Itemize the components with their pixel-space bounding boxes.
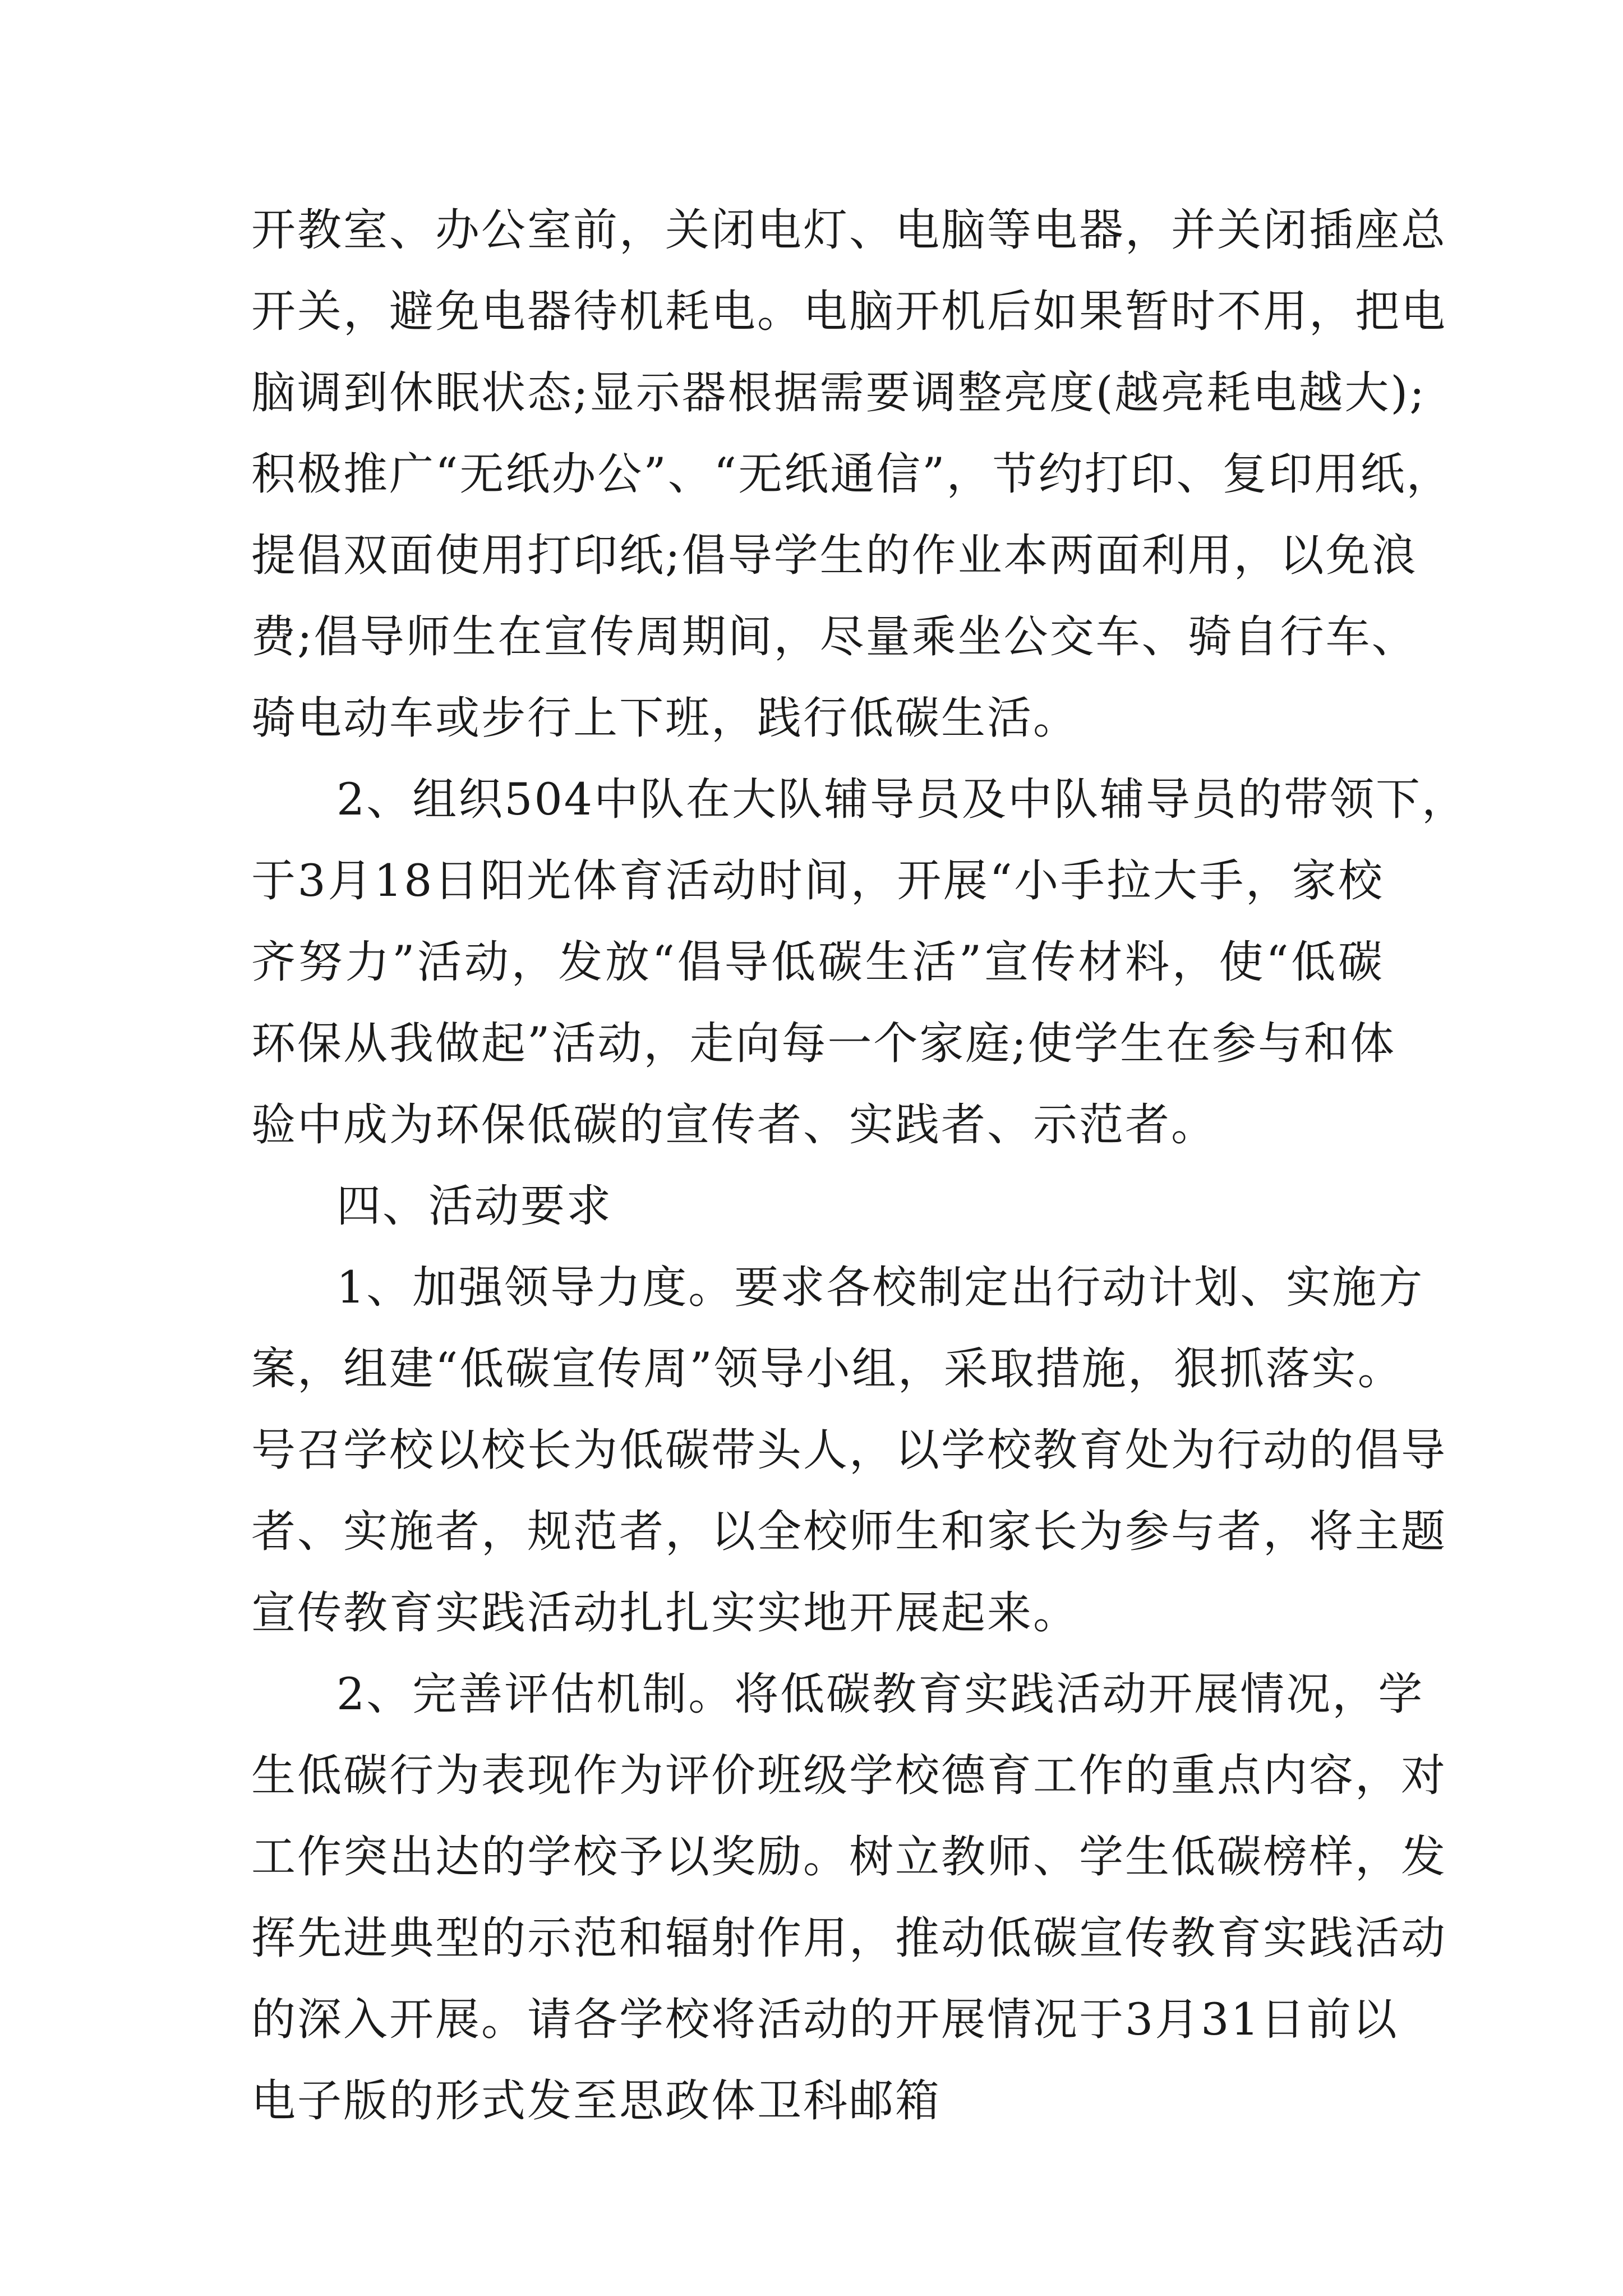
text-line: 2、组织504中队在大队辅导员及中队辅导员的带领下， [336, 774, 1468, 825]
text-line: 案，组建“低碳宣传周”领导小组，采取措施，狠抓落实。 [251, 1343, 1404, 1395]
text-line: 开教室、办公室前，关闭电灯、电脑等电器，并关闭插座总 [251, 204, 1447, 256]
text-line: 电子版的形式发至思政体卫科邮箱 [251, 2075, 941, 2127]
text-line: 积极推广“无纸办公”、“无纸通信”，节约打印、复印用纸， [251, 448, 1453, 500]
section-heading: 四、活动要求 [336, 1180, 612, 1232]
text-line: 1、加强领导力度。要求各校制定出行动计划、实施方 [336, 1262, 1424, 1313]
text-line: 生低碳行为表现作为评价班级学校德育工作的重点内容，对 [251, 1750, 1447, 1801]
text-line: 宣传教育实践活动扎扎实实地开展起来。 [251, 1587, 1079, 1639]
text-line: 工作突出达的学校予以奖励。树立教师、学生低碳榜样，发 [251, 1831, 1447, 1883]
text-line: 费;倡导师生在宣传周期间，尽量乘坐公交车、骑自行车、 [251, 611, 1418, 662]
text-line: 号召学校以校长为低碳带头人，以学校教育处为行动的倡导 [251, 1424, 1447, 1476]
text-line: 骑电动车或步行上下班，践行低碳生活。 [251, 692, 1079, 744]
text-line: 齐努力”活动，发放“倡导低碳生活”宣传材料，使“低碳 [251, 936, 1384, 988]
text-line: 开关，避免电器待机耗电。电脑开机后如果暂时不用，把电 [251, 286, 1447, 337]
text-line: 者、实施者，规范者，以全校师生和家长为参与者，将主题 [251, 1506, 1447, 1557]
text-line: 环保从我做起”活动，走向每一个家庭;使学生在参与和体 [251, 1018, 1396, 1069]
text-line: 于3月18日阳光体育活动时间，开展“小手拉大手，家校 [251, 855, 1384, 907]
text-line: 的深入开展。请各学校将活动的开展情况于3月31日前以 [251, 1994, 1399, 2045]
text-line: 提倡双面使用打印纸;倡导学生的作业本两面利用，以免浪 [251, 530, 1418, 581]
text-line: 挥先进典型的示范和辐射作用，推动低碳宣传教育实践活动 [251, 1912, 1447, 1964]
text-line: 2、完善评估机制。将低碳教育实践活动开展情况，学 [336, 1668, 1424, 1720]
text-line: 验中成为环保低碳的宣传者、实践者、示范者。 [251, 1099, 1217, 1151]
text-line: 脑调到休眠状态;显示器根据需要调整亮度(越亮耗电越大); [251, 367, 1426, 418]
